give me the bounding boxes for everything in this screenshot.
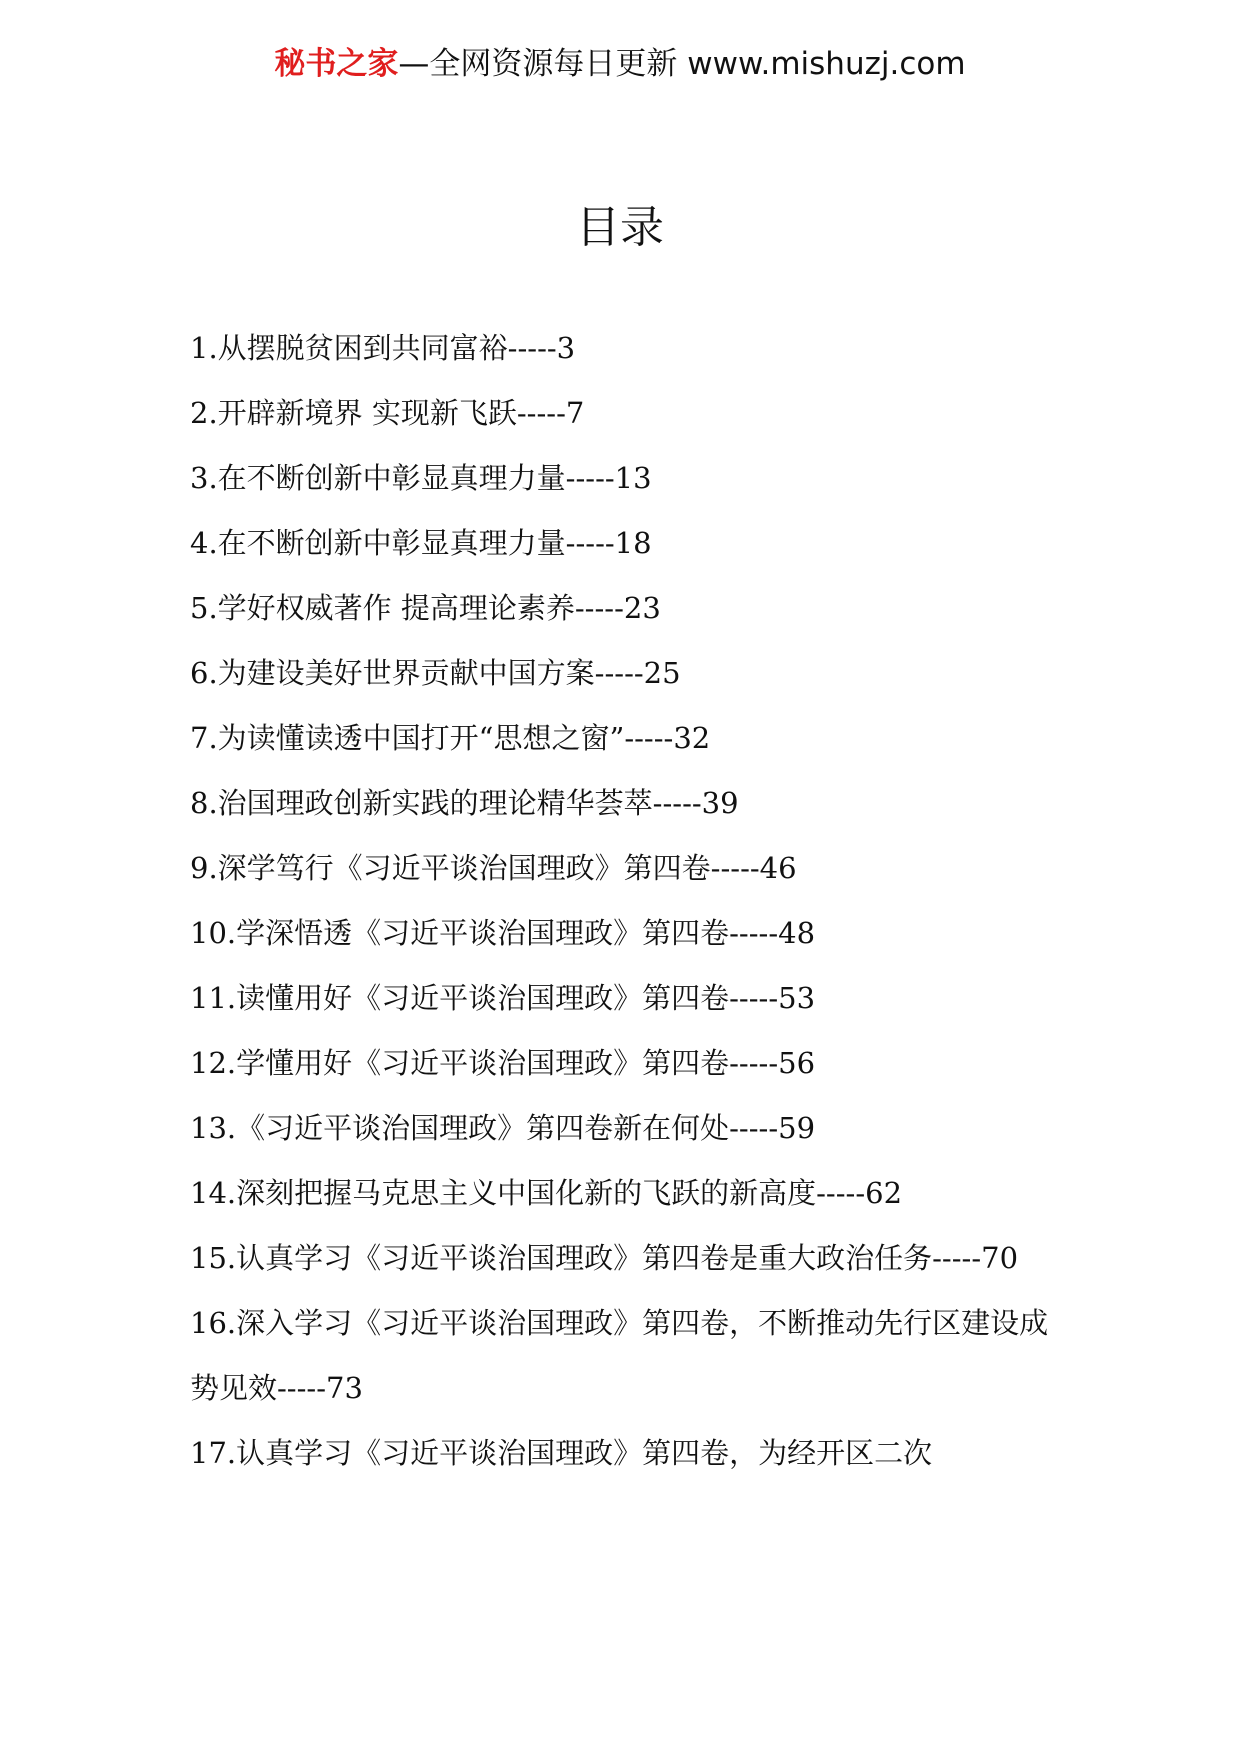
toc-item-2: 2.开辟新境界 实现新飞跃-----7 bbox=[190, 396, 585, 430]
toc-item-11: 11.读懂用好《习近平谈治国理政》第四卷-----53 bbox=[190, 981, 816, 1015]
toc-item-5: 5.学好权威著作 提高理论素养-----23 bbox=[190, 591, 661, 625]
brand-name: 秘书之家 bbox=[274, 46, 399, 82]
page-title: 目录 bbox=[576, 202, 664, 253]
toc-item-1: 1.从摆脱贫困到共同富裕-----3 bbox=[190, 331, 576, 365]
header-tagline: —全网资源每日更新 www.mishuzj.com bbox=[398, 46, 966, 82]
toc-item-3: 3.在不断创新中彰显真理力量-----13 bbox=[190, 461, 652, 495]
toc-item-9: 9.深学笃行《习近平谈治国理政》第四卷-----46 bbox=[190, 851, 797, 885]
toc-item-13: 13.《习近平谈治国理政》第四卷新在何处-----59 bbox=[190, 1111, 816, 1145]
toc-item-6: 6.为建设美好世界贡献中国方案-----25 bbox=[190, 656, 681, 690]
toc-item-17: 17.认真学习《习近平谈治国理政》第四卷，为经开区二次 bbox=[190, 1436, 933, 1470]
page-header bbox=[0, 42, 1240, 86]
toc-item-7: 7.为读懂读透中国打开“思想之窗”-----32 bbox=[190, 721, 711, 755]
toc-item-10: 10.学深悟透《习近平谈治国理政》第四卷-----48 bbox=[190, 916, 816, 950]
toc-item-14: 14.深刻把握马克思主义中国化新的飞跃的新高度-----62 bbox=[190, 1176, 903, 1210]
toc-item-12: 12.学懂用好《习近平谈治国理政》第四卷-----56 bbox=[190, 1046, 816, 1080]
toc-item-15: 15.认真学习《习近平谈治国理政》第四卷是重大政治任务-----70 bbox=[190, 1241, 1019, 1275]
toc-item-4: 4.在不断创新中彰显真理力量-----18 bbox=[190, 526, 652, 560]
toc-item-16: 16.深入学习《习近平谈治国理政》第四卷，不断推动先行区建设成势见效-----73 bbox=[190, 1306, 1049, 1405]
toc-item-8: 8.治国理政创新实践的理论精华荟萃-----39 bbox=[190, 786, 739, 820]
table-of-contents bbox=[190, 316, 1060, 1486]
